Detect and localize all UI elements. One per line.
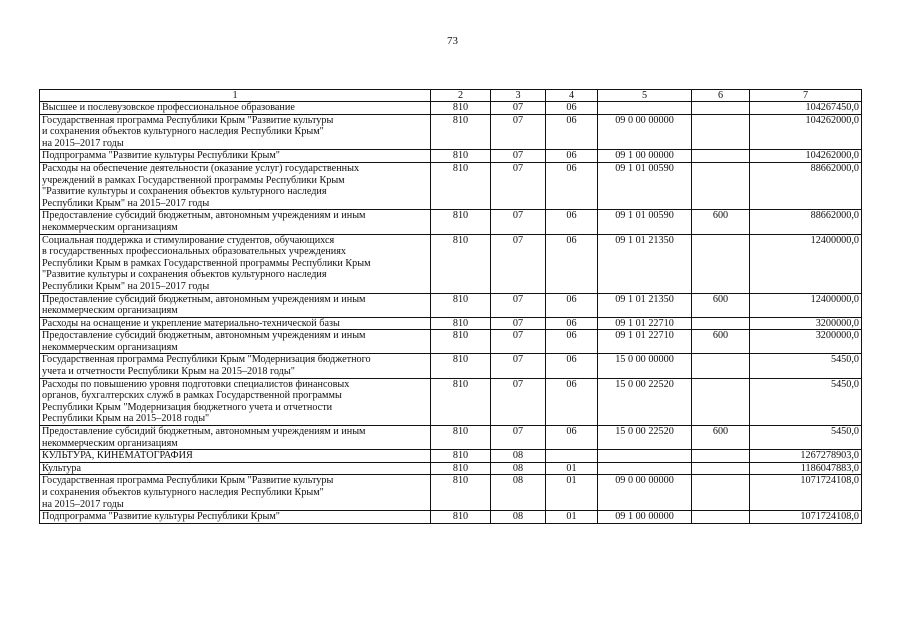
- row-target-article: 09 1 01 00590: [598, 210, 692, 234]
- row-name: КУЛЬТУРА, КИНЕМАТОГРАФИЯ: [40, 450, 431, 463]
- row-amount: 5450,0: [750, 426, 862, 450]
- row-subsection: [546, 450, 598, 463]
- row-amount: 1186047883,0: [750, 462, 862, 475]
- col-header-section: 3: [491, 90, 546, 102]
- row-subsection: 06: [546, 426, 598, 450]
- row-expense-type: [692, 354, 750, 378]
- row-target-article: 09 1 01 22710: [598, 330, 692, 354]
- row-section: 08: [491, 450, 546, 463]
- header-row: [40, 90, 862, 102]
- row-section: 08: [491, 475, 546, 511]
- table-row: [40, 162, 862, 209]
- row-section: 07: [491, 293, 546, 317]
- row-name: Государственная программа Республики Крым "Развитие культуры и сохранения объектов культурного наследия Республики Крым" на 2015–2017 годы: [40, 475, 431, 511]
- row-section: 08: [491, 511, 546, 524]
- row-target-article: 15 0 00 22520: [598, 378, 692, 425]
- row-grbs: 810: [431, 102, 491, 115]
- row-subsection: 06: [546, 354, 598, 378]
- row-amount: 3200000,0: [750, 317, 862, 330]
- row-name: Культура: [40, 462, 431, 475]
- table-row: [40, 317, 862, 330]
- row-expense-type: [692, 511, 750, 524]
- row-amount: 12400000,0: [750, 293, 862, 317]
- table-row: [40, 293, 862, 317]
- col-header-expense-type: 6: [692, 90, 750, 102]
- table-row: [40, 150, 862, 163]
- row-grbs: 810: [431, 234, 491, 293]
- row-amount: 12400000,0: [750, 234, 862, 293]
- table-row: [40, 426, 862, 450]
- table-row: [40, 102, 862, 115]
- table-body: [40, 102, 862, 524]
- row-target-article: 09 1 01 22710: [598, 317, 692, 330]
- budget-table: [39, 89, 862, 524]
- col-header-target-article: 5: [598, 90, 692, 102]
- row-expense-type: 600: [692, 330, 750, 354]
- row-target-article: 09 1 01 00590: [598, 162, 692, 209]
- row-amount: 88662000,0: [750, 162, 862, 209]
- row-amount: 1071724108,0: [750, 511, 862, 524]
- row-grbs: 810: [431, 378, 491, 425]
- row-name: Подпрограмма "Развитие культуры Республики Крым": [40, 150, 431, 163]
- row-section: 07: [491, 102, 546, 115]
- table-row: [40, 354, 862, 378]
- row-target-article: 15 0 00 00000: [598, 354, 692, 378]
- table-row: [40, 378, 862, 425]
- row-section: 07: [491, 354, 546, 378]
- row-target-article: 15 0 00 22520: [598, 426, 692, 450]
- row-section: 07: [491, 317, 546, 330]
- row-grbs: 810: [431, 293, 491, 317]
- row-grbs: 810: [431, 210, 491, 234]
- row-expense-type: [692, 450, 750, 463]
- row-grbs: 810: [431, 475, 491, 511]
- row-name: Предоставление субсидий бюджетным, автономным учреждениям и иным некоммерческим организациям: [40, 426, 431, 450]
- row-target-article: [598, 462, 692, 475]
- row-target-article: [598, 450, 692, 463]
- table-row: [40, 330, 862, 354]
- row-expense-type: [692, 462, 750, 475]
- row-expense-type: [692, 475, 750, 511]
- col-header-name: 1: [40, 90, 431, 102]
- row-amount: 88662000,0: [750, 210, 862, 234]
- row-grbs: 810: [431, 114, 491, 150]
- row-name: Расходы на обеспечение деятельности (оказание услуг) государственных учреждений в рамках Государственной программы Республики Крым "Развитие культуры и сохранения объектов культурного наследия Республики Крым" на 2015–2017 годы: [40, 162, 431, 209]
- row-expense-type: 600: [692, 210, 750, 234]
- row-subsection: 06: [546, 234, 598, 293]
- row-amount: 1267278903,0: [750, 450, 862, 463]
- row-name: Расходы по повышению уровня подготовки специалистов финансовых органов, бухгалтерских служб в рамках Государственной программы Республики Крым "Модернизация бюджетного учета и отчетности Республики Крым на 2015–2018 годы": [40, 378, 431, 425]
- table-row: [40, 450, 862, 463]
- row-subsection: 06: [546, 102, 598, 115]
- row-section: 07: [491, 150, 546, 163]
- row-subsection: 06: [546, 378, 598, 425]
- row-amount: 104267450,0: [750, 102, 862, 115]
- row-target-article: 09 0 00 00000: [598, 114, 692, 150]
- row-grbs: 810: [431, 162, 491, 209]
- row-section: 07: [491, 114, 546, 150]
- row-amount: 104262000,0: [750, 150, 862, 163]
- table-row: [40, 511, 862, 524]
- row-section: 07: [491, 330, 546, 354]
- table-row: [40, 234, 862, 293]
- row-name: Предоставление субсидий бюджетным, автономным учреждениям и иным некоммерческим организациям: [40, 293, 431, 317]
- row-name: Государственная программа Республики Крым "Развитие культуры и сохранения объектов культурного наследия Республики Крым" на 2015–2017 годы: [40, 114, 431, 150]
- row-expense-type: 600: [692, 293, 750, 317]
- row-name: Расходы на оснащение и укрепление материально-технической базы: [40, 317, 431, 330]
- table-row: [40, 210, 862, 234]
- row-grbs: 810: [431, 330, 491, 354]
- row-expense-type: [692, 150, 750, 163]
- row-expense-type: [692, 378, 750, 425]
- row-target-article: 09 1 01 21350: [598, 234, 692, 293]
- row-expense-type: [692, 102, 750, 115]
- row-name: Государственная программа Республики Крым "Модернизация бюджетного учета и отчетности Республики Крым на 2015–2018 годы": [40, 354, 431, 378]
- table-row: [40, 475, 862, 511]
- page-number: 73: [447, 35, 458, 47]
- row-grbs: 810: [431, 354, 491, 378]
- col-header-grbs: 2: [431, 90, 491, 102]
- row-section: 07: [491, 234, 546, 293]
- col-header-subsection: 4: [546, 90, 598, 102]
- row-subsection: 06: [546, 293, 598, 317]
- row-amount: 3200000,0: [750, 330, 862, 354]
- row-expense-type: [692, 317, 750, 330]
- row-subsection: 06: [546, 210, 598, 234]
- row-target-article: 09 0 00 00000: [598, 475, 692, 511]
- table-row: [40, 462, 862, 475]
- row-section: 08: [491, 462, 546, 475]
- row-grbs: 810: [431, 426, 491, 450]
- row-name: Социальная поддержка и стимулирование студентов, обучающихся в государственных профессиональных образовательных учреждениях Республики Крым в рамках Государственной программы Республики Крым "Развитие культуры и сохранения объектов культурного наследия Республики Крым" на 2015–2017 годы: [40, 234, 431, 293]
- row-amount: 5450,0: [750, 378, 862, 425]
- row-section: 07: [491, 426, 546, 450]
- row-target-article: 09 1 00 00000: [598, 150, 692, 163]
- row-section: 07: [491, 378, 546, 425]
- row-expense-type: 600: [692, 426, 750, 450]
- row-grbs: 810: [431, 511, 491, 524]
- row-target-article: 09 1 00 00000: [598, 511, 692, 524]
- row-subsection: 06: [546, 330, 598, 354]
- row-name: Подпрограмма "Развитие культуры Республики Крым": [40, 511, 431, 524]
- row-subsection: 01: [546, 462, 598, 475]
- row-name: Предоставление субсидий бюджетным, автономным учреждениям и иным некоммерческим организациям: [40, 330, 431, 354]
- row-subsection: 01: [546, 475, 598, 511]
- row-amount: 104262000,0: [750, 114, 862, 150]
- row-name: Высшее и послевузовское профессиональное образование: [40, 102, 431, 115]
- row-grbs: 810: [431, 462, 491, 475]
- row-amount: 5450,0: [750, 354, 862, 378]
- row-section: 07: [491, 162, 546, 209]
- row-expense-type: [692, 162, 750, 209]
- row-subsection: 01: [546, 511, 598, 524]
- row-name: Предоставление субсидий бюджетным, автономным учреждениям и иным некоммерческим организациям: [40, 210, 431, 234]
- row-subsection: 06: [546, 317, 598, 330]
- row-grbs: 810: [431, 150, 491, 163]
- col-header-amount: 7: [750, 90, 862, 102]
- row-section: 07: [491, 210, 546, 234]
- table-row: [40, 114, 862, 150]
- row-grbs: 810: [431, 317, 491, 330]
- row-expense-type: [692, 234, 750, 293]
- row-expense-type: [692, 114, 750, 150]
- row-subsection: 06: [546, 114, 598, 150]
- row-target-article: 09 1 01 21350: [598, 293, 692, 317]
- row-grbs: 810: [431, 450, 491, 463]
- row-target-article: [598, 102, 692, 115]
- row-subsection: 06: [546, 162, 598, 209]
- row-subsection: 06: [546, 150, 598, 163]
- row-amount: 1071724108,0: [750, 475, 862, 511]
